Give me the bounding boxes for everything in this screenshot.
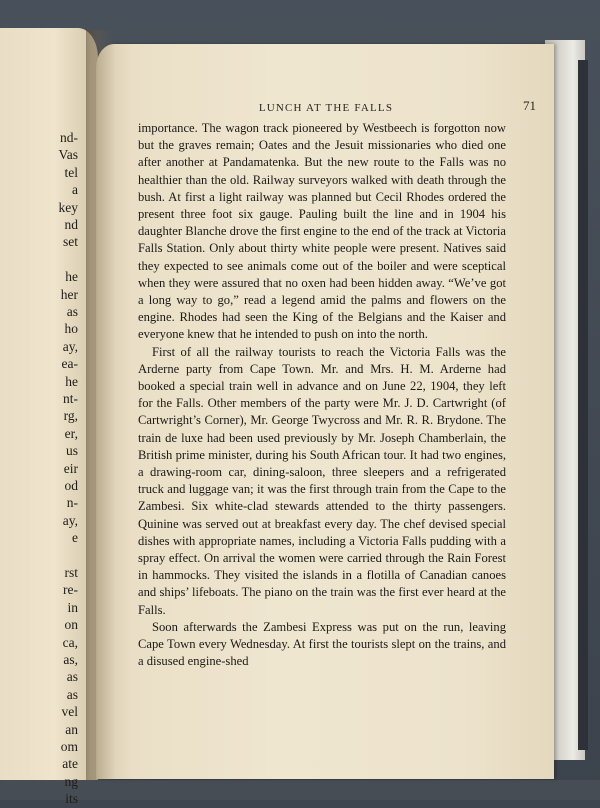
book-spine-shadow bbox=[578, 60, 588, 750]
left-page-line-fragment: us bbox=[65, 443, 78, 459]
left-page-line-fragment: ay, bbox=[62, 512, 78, 528]
left-page-line-fragment: an bbox=[65, 721, 78, 737]
running-head: LUNCH AT THE FALLS bbox=[258, 102, 394, 114]
left-page-line-fragment: n- bbox=[66, 495, 78, 511]
page-gutter bbox=[86, 30, 116, 780]
left-page-line-fragment: eir bbox=[63, 460, 78, 476]
left-page-line-fragment: ho bbox=[64, 321, 78, 337]
left-page-line-fragment: on bbox=[64, 617, 78, 633]
left-page-line-fragment: od bbox=[64, 478, 78, 493]
left-page-line-fragment: ca, bbox=[62, 634, 78, 650]
left-page-line-fragment: rg, bbox=[63, 408, 78, 424]
left-page-line-fragment: a bbox=[72, 182, 78, 198]
left-page-line-fragment: ng bbox=[64, 773, 78, 789]
left-page-line-fragment: as bbox=[66, 686, 78, 702]
left-page-line-fragment: he bbox=[65, 373, 78, 389]
left-page-line-fragment: tel bbox=[64, 164, 78, 180]
left-page-line-fragment: in bbox=[67, 599, 78, 615]
left-page-line-fragment: ay, bbox=[62, 338, 78, 354]
table-surface bbox=[0, 780, 600, 800]
left-page-line-fragment: e bbox=[72, 530, 78, 546]
left-page-line-fragment: ea- bbox=[61, 356, 78, 372]
left-page-line-fragment: he bbox=[65, 269, 78, 285]
left-page bbox=[0, 28, 98, 807]
left-page-line-fragment: her bbox=[60, 286, 78, 302]
left-page-line-fragment: er, bbox=[64, 425, 78, 441]
paragraph-2: First of all the railway tourists to reach the Victoria Falls was the Arderne party from Cape Town. Mr. and Mrs. H. M. Arderne had booked a special train well in advance and on June 22, 1904, they left for the Falls. Other members of the party were Mr. J. D. Cartwright (of Cartwright’s Corner), Mr. George Twycross and Mr. R. R. Brydone. The train de luxe had been used previously by Mr. Joseph Chamberlain, the British prime minister, during his South African tour. It had two engines, a drawing-room car, dining-saloon, three sleepers and a refrigerated truck and luggage van; it was the first through train from the Cape to the Zambesi. Six white-clad stewards attended to the thirty passengers. Quinine was served out at breakfast every day. The chef devised special dishes with appropriate names, including a Victoria Falls pudding with a spray effect. On arrival the women were carried through the Rain Forest in hammocks. They visited the islands in a flotilla of Canadian canoes and ships’ lifeboats. The piano on the train was the first ever heard at the Falls. bbox=[138, 344, 506, 617]
left-page-line-fragment: Vas bbox=[58, 147, 78, 163]
left-page-line-fragment: nd bbox=[64, 217, 78, 232]
left-page-line-fragment: nd- bbox=[60, 130, 78, 145]
left-page-line-fragment: ate bbox=[62, 756, 78, 772]
right-page bbox=[96, 44, 554, 779]
left-page-line-fragment: as bbox=[66, 304, 78, 319]
left-page-line-fragment: vel bbox=[61, 704, 78, 720]
paragraph-3: Soon afterwards the Zambesi Express was put on the run, leaving Cape Town every Wednesday. At first the tourists slept on the trains, and a disused engine-shed bbox=[138, 619, 506, 669]
page-number: 71 bbox=[523, 98, 536, 113]
left-page-line-fragment: as, bbox=[63, 652, 78, 667]
paragraph-1: importance. The wagon track pioneered by Westbeech is forgotton now but the graves remain; Oates and the Jesuit missionaries who died one after another at Pandamatenka. But the new route to the Falls was no healthier than the old. Railway surveyors walked with death through the bush. At first a light railway was planned but Cecil Rhodes ordered the present three foot six gauge. Pauling built the line and in 1904 his daughter Blanche drove the first engine to the end of the track at Victoria Falls Station. Only about thirty white people were present. Natives said they expected to see animals come out of the boiler and were sceptical when they were assured that no oxen had been hidden away. “We’ve got a long way to go,” read a legend amid the palms and flowers on the engine. Rhodes had seen the King of the Belgians and the Kaiser and everyone knew that he intended to push on into the north. bbox=[138, 121, 506, 342]
left-page-line-fragment: key bbox=[58, 199, 78, 215]
left-page-line-fragment: as bbox=[66, 669, 78, 685]
left-page-line-fragment: re- bbox=[63, 582, 78, 598]
body-text bbox=[138, 120, 506, 671]
left-page-line-fragment: om bbox=[60, 739, 78, 754]
left-page-line-fragment: nt- bbox=[63, 391, 78, 406]
left-page-line-fragment: set bbox=[63, 234, 78, 250]
left-page-line-fragment: its bbox=[65, 791, 78, 807]
left-page-line-fragment: rst bbox=[64, 565, 78, 580]
